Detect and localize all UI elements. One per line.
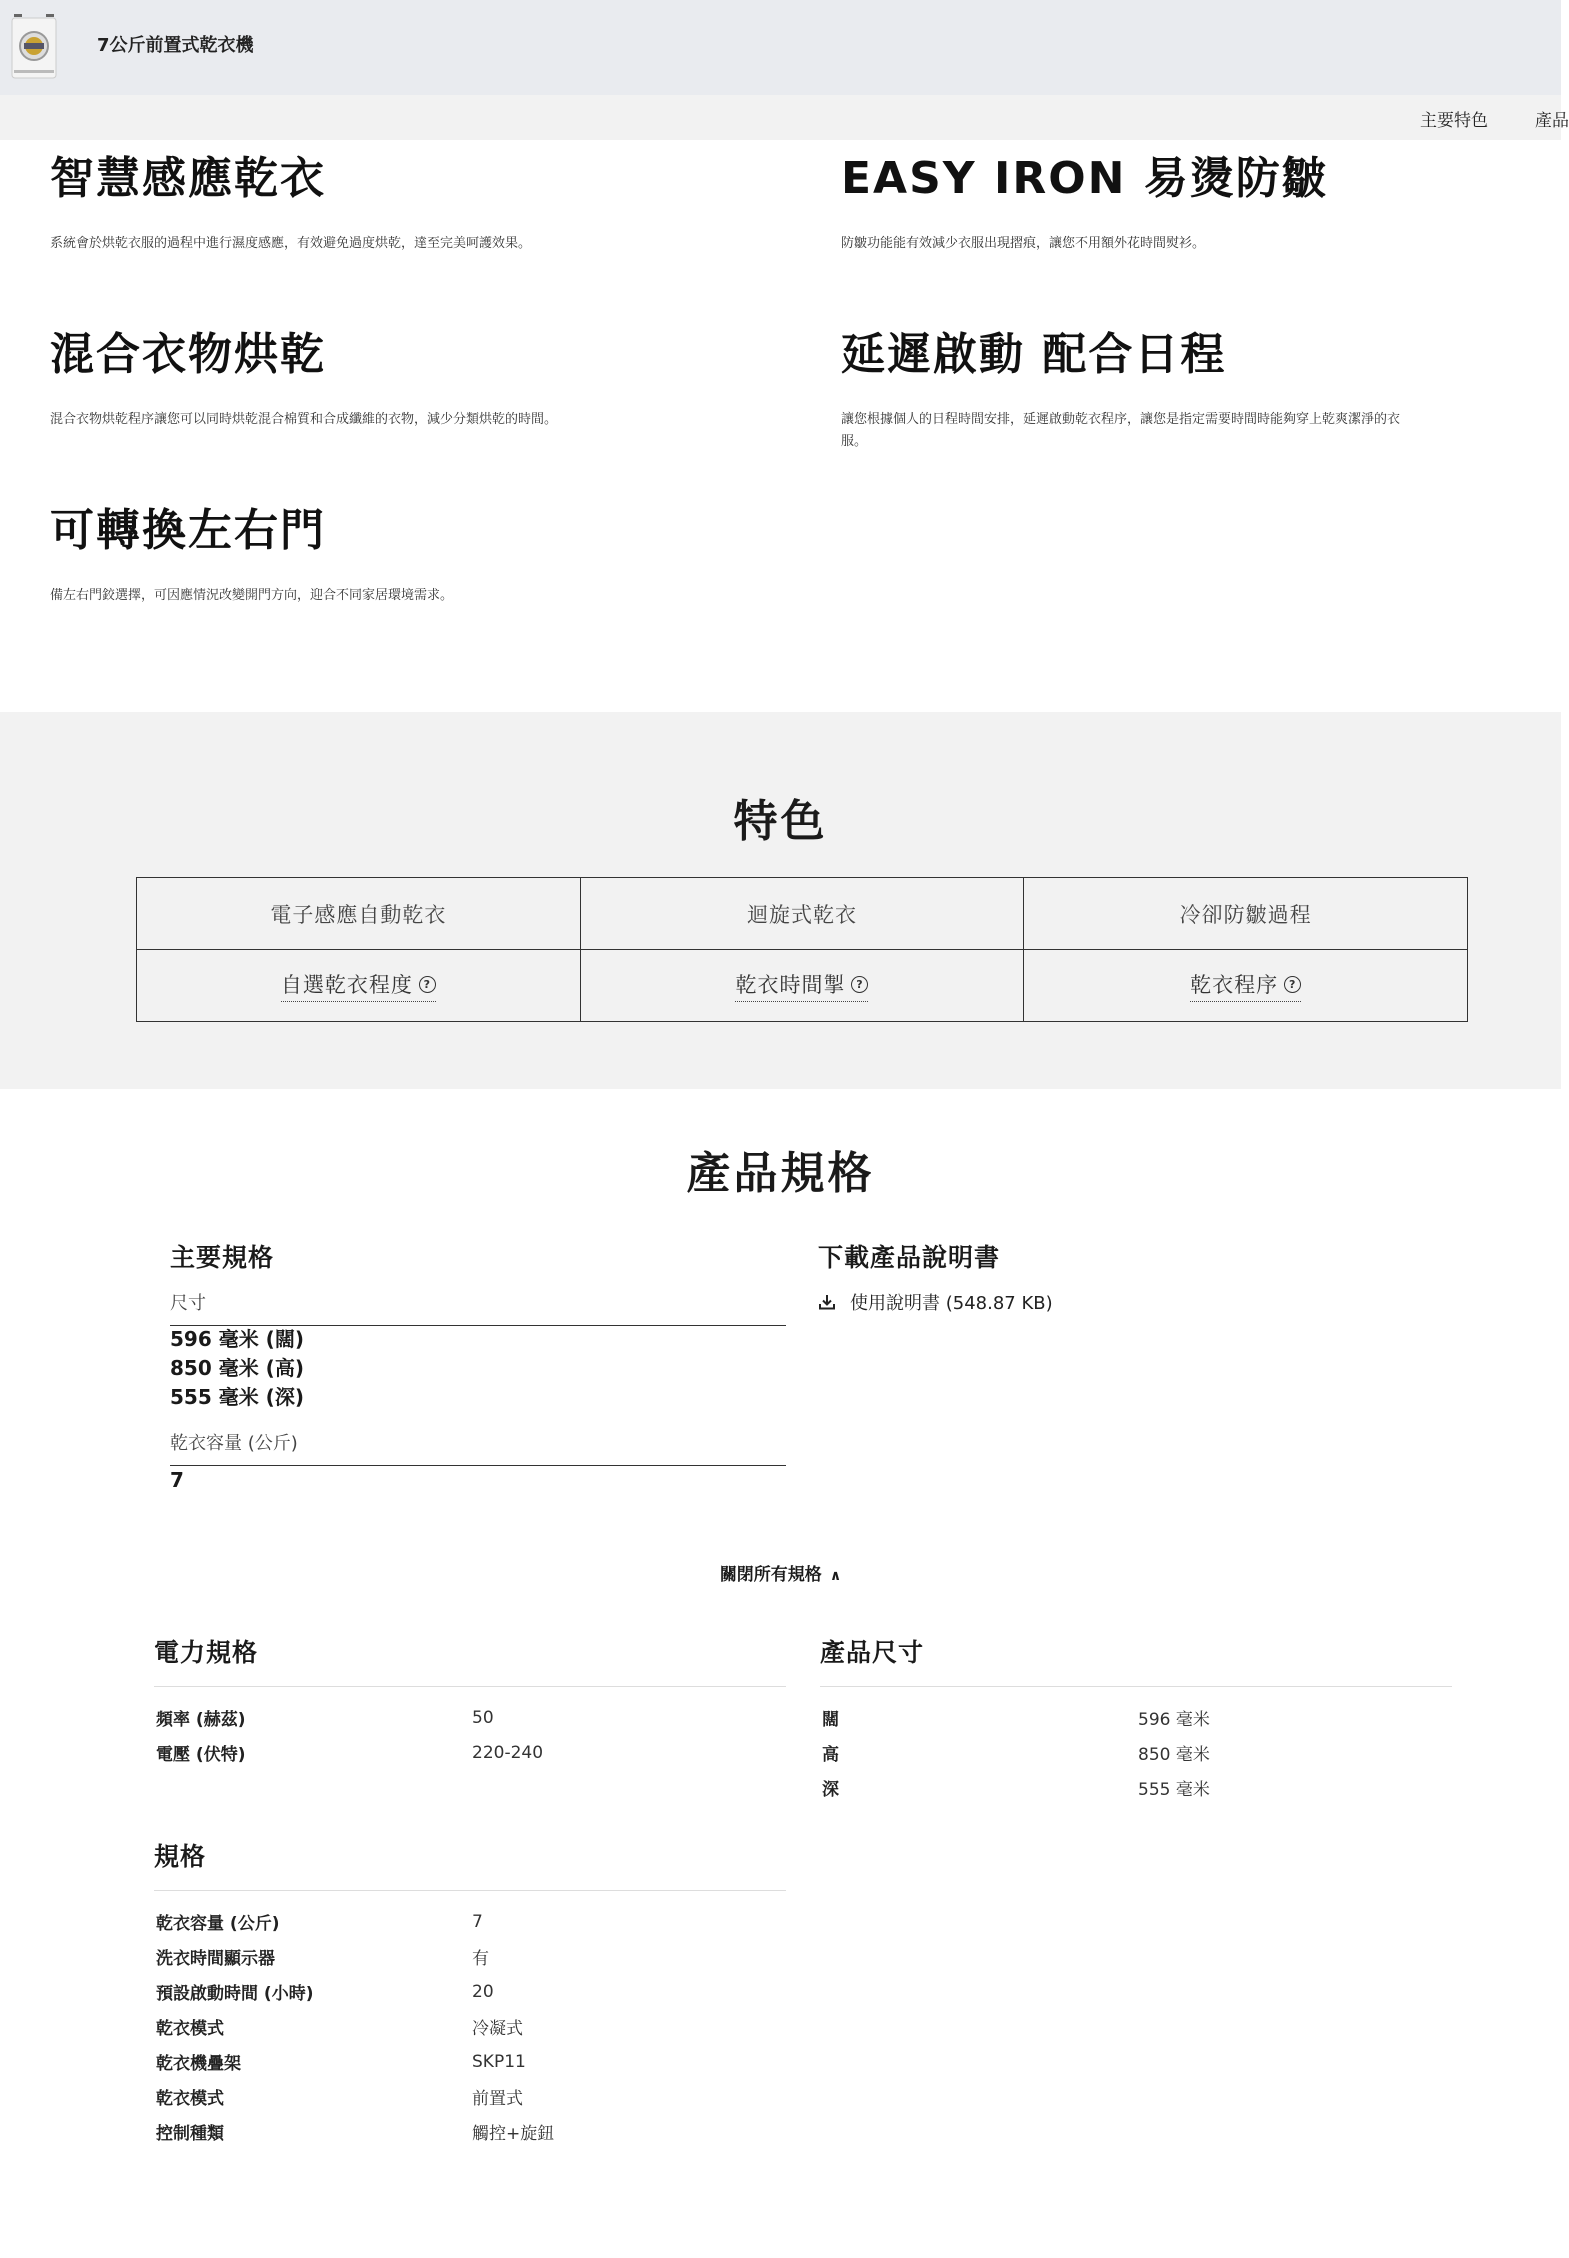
feature-title: 延遲啟動 配合日程 — [841, 329, 1227, 380]
feature-delay-start — [841, 331, 1401, 453]
spec-value: 有 — [472, 1949, 489, 1969]
help-icon[interactable]: ? — [1284, 976, 1301, 993]
spec-value: 20 — [472, 1981, 494, 2002]
product-header — [0, 0, 1561, 95]
spec-value: 50 — [472, 1707, 494, 1728]
highlights-grid — [136, 877, 1468, 1022]
spec-value: 220-240 — [472, 1742, 544, 1763]
dimensions-values — [170, 1325, 304, 1412]
spec-row — [820, 1735, 1452, 1770]
feature-title: 混合衣物烘乾 — [50, 329, 326, 380]
spec-row — [154, 1735, 786, 1770]
spec-value: 555 毫米 — [1138, 1780, 1210, 1800]
highlight-tooltip-trigger[interactable] — [1190, 969, 1301, 1002]
spec-key: 乾衣機疊架 — [156, 2054, 241, 2074]
dimensions-label: 尺寸 — [170, 1289, 786, 1326]
highlight-cell — [581, 878, 1025, 950]
spec-row — [154, 1700, 786, 1735]
highlight-tooltip-trigger[interactable] — [735, 969, 868, 1002]
highlight-label: 迴旋式乾衣 — [746, 902, 857, 927]
spec-row — [154, 2079, 786, 2114]
spec-row — [154, 1904, 786, 1939]
highlight-cell — [1024, 878, 1468, 950]
section-heading: 產品尺寸 — [820, 1633, 1452, 1687]
dimension-value: 555 毫米 (深) — [170, 1385, 304, 1409]
spec-value: 7 — [472, 1911, 483, 1932]
spec-key: 乾衣模式 — [156, 2019, 224, 2039]
spec-value: 觸控+旋鈕 — [472, 2124, 555, 2144]
highlights-title: 特色 — [733, 796, 828, 847]
highlight-cell[interactable] — [581, 950, 1025, 1022]
feature-desc: 系統會於烘乾衣服的過程中進行濕度感應，有效避免過度烘乾，達至完美呵護效果。 — [50, 236, 532, 252]
highlight-cell[interactable] — [1024, 950, 1468, 1022]
spec-key: 乾衣容量 (公斤) — [156, 1914, 280, 1934]
feature-title: 可轉換左右門 — [50, 505, 326, 556]
section-heading: 規格 — [154, 1837, 786, 1891]
feature-desc: 混合衣物烘乾程序讓您可以同時烘乾混合棉質和合成纖維的衣物，減少分類烘乾的時間。 — [50, 412, 558, 428]
feature-sensor-drying — [50, 155, 610, 255]
download-icon — [818, 1293, 836, 1311]
spec-key: 高 — [822, 1745, 839, 1765]
highlight-label: 乾衣時間掣 — [735, 973, 846, 997]
manual-download-link[interactable] — [818, 1289, 1053, 1315]
general-specs — [154, 1837, 786, 2149]
highlight-label: 電子感應自動乾衣 — [270, 902, 447, 927]
highlight-label: 冷卻防皺過程 — [1179, 902, 1312, 927]
download-heading: 下載產品說明書 — [818, 1243, 1001, 1272]
spec-row — [820, 1700, 1452, 1735]
spec-key: 乾衣模式 — [156, 2089, 224, 2109]
specs-title: 產品規格 — [686, 1148, 875, 1199]
spec-value: SKP11 — [472, 2051, 526, 2072]
feature-easy-iron — [841, 155, 1401, 255]
spec-key: 頻率 (赫茲) — [156, 1710, 246, 1730]
product-thumbnail — [10, 12, 58, 80]
feature-reversible-door — [50, 507, 610, 607]
spec-key: 電壓 (伏特) — [156, 1745, 246, 1765]
toggle-label: 關閉所有規格 — [719, 1565, 822, 1585]
section-heading: 電力規格 — [154, 1633, 786, 1687]
spec-row — [154, 1974, 786, 2009]
feature-title: 智慧感應乾衣 — [50, 153, 326, 204]
product-name: 7公斤前置式乾衣機 — [97, 35, 254, 56]
dimension-value: 596 毫米 (闊) — [170, 1327, 304, 1351]
feature-desc: 備左右門鉸選擇，可因應情況改變開門方向，迎合不同家居環境需求。 — [50, 588, 454, 604]
spec-key: 洗衣時間顯示器 — [156, 1949, 275, 1969]
feature-desc: 讓您根據個人的日程時間安排，延遲啟動乾衣程序，讓您是指定需要時間時能夠穿上乾爽潔淨的衣服。 — [841, 412, 1401, 450]
spec-row — [820, 1770, 1452, 1805]
capacity-value: 7 — [170, 1468, 184, 1492]
section-nav — [0, 95, 1569, 140]
spec-value: 前置式 — [472, 2089, 523, 2109]
help-icon[interactable]: ? — [419, 976, 436, 993]
feature-desc: 防皺功能能有效減少衣服出現摺痕，讓您不用額外花時間熨衫。 — [841, 236, 1206, 252]
spec-row — [154, 1939, 786, 1974]
feature-mixed-load — [50, 331, 610, 431]
spec-row — [154, 2009, 786, 2044]
manual-link-label: 使用說明書 (548.87 KB) — [850, 1293, 1053, 1314]
spec-key: 深 — [822, 1780, 839, 1800]
dimension-specs — [820, 1633, 1452, 1805]
spec-row — [154, 2044, 786, 2079]
highlight-cell[interactable] — [137, 950, 581, 1022]
capacity-label: 乾衣容量 (公斤) — [170, 1429, 786, 1466]
help-icon[interactable]: ? — [851, 976, 868, 993]
dimension-value: 850 毫米 (高) — [170, 1356, 304, 1380]
highlight-cell — [137, 878, 581, 950]
spec-row — [154, 2114, 786, 2149]
spec-key: 預設啟動時間 (小時) — [156, 1984, 314, 2004]
highlight-label: 乾衣程序 — [1190, 973, 1279, 997]
highlight-label: 自選乾衣程度 — [280, 973, 413, 997]
feature-title: EASY IRON 易燙防皺 — [841, 153, 1328, 204]
spec-value: 596 毫米 — [1138, 1710, 1210, 1730]
nav-products[interactable]: 產品 — [1535, 111, 1569, 131]
spec-value: 冷凝式 — [472, 2019, 523, 2039]
nav-key-features[interactable]: 主要特色 — [1420, 111, 1488, 131]
chevron-up-icon: ∧ — [829, 1568, 842, 1584]
close-all-specs-toggle[interactable] — [0, 1560, 1561, 1585]
highlight-tooltip-trigger[interactable] — [281, 969, 436, 1002]
spec-value: 850 毫米 — [1138, 1745, 1210, 1765]
spec-key: 控制種類 — [156, 2124, 224, 2144]
key-specs-heading: 主要規格 — [170, 1243, 275, 1272]
power-specs — [154, 1633, 786, 1770]
spec-key: 闊 — [822, 1710, 839, 1730]
